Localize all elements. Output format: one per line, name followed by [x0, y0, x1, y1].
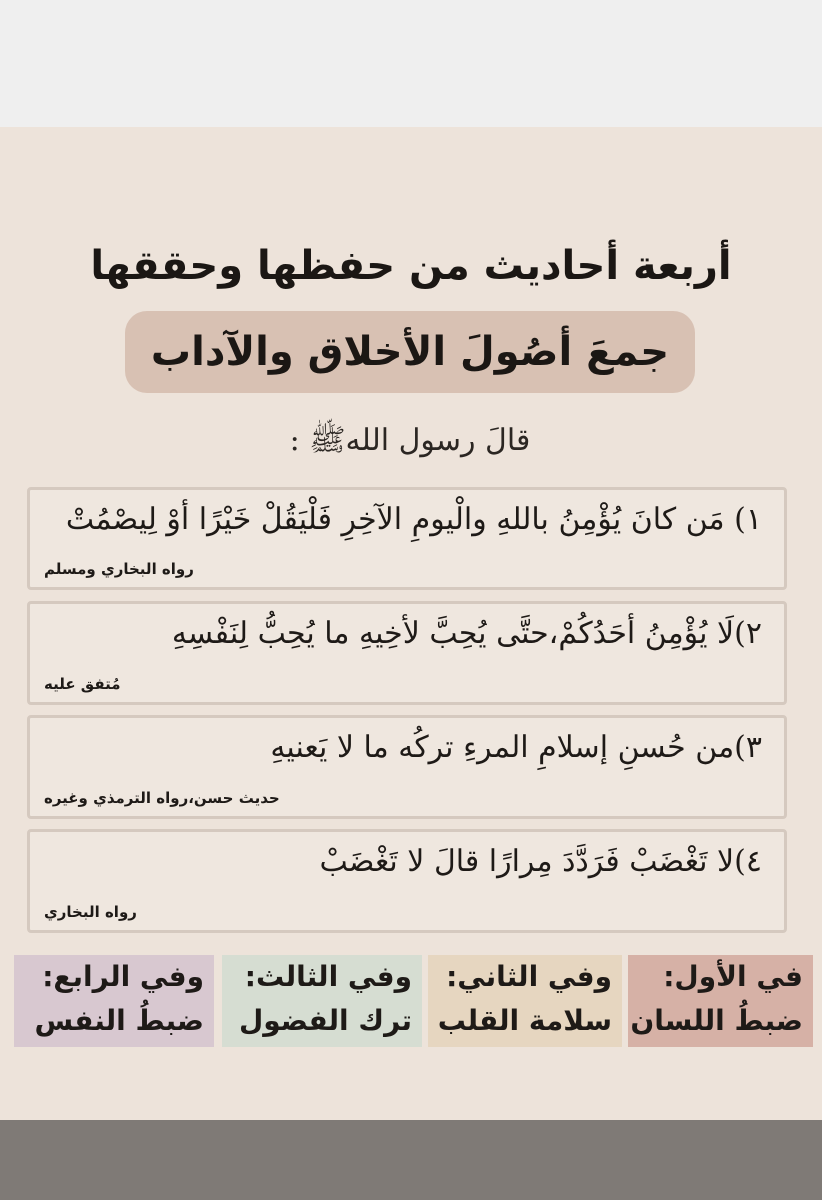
top-margin-band: [0, 0, 822, 127]
lesson-card-first: [628, 955, 813, 1047]
lesson-card-third: [222, 955, 422, 1047]
lesson-value: ضبطُ اللسان: [630, 1004, 803, 1037]
lesson-label: وفي الثاني:: [446, 960, 612, 993]
hadith-box-3: [27, 715, 787, 819]
hadith-text: ١) مَن كانَ يُؤْمِنُ باللهِ والْيومِ الآخِرِ فَلْيَقُلْ خَيْرًا أوْ لِيصْمُتْ: [65, 502, 762, 537]
hadith-box-2: [27, 601, 787, 705]
lesson-card-fourth: [14, 955, 214, 1047]
lesson-label: وفي الرابع:: [42, 960, 204, 993]
hadith-box-4: [27, 829, 787, 933]
page-title: أربعة أحاديث من حفظها وحققها: [90, 243, 732, 289]
lesson-value: سلامة القلب: [437, 1004, 612, 1037]
page-subtitle: جمعَ أصُولَ الأخلاق والآداب: [150, 329, 670, 375]
hadith-source: رواه البخاري ومسلم: [44, 560, 194, 578]
hadith-box-1: [27, 487, 787, 590]
intro-line: قالَ رسول اللهﷺ :: [289, 423, 531, 458]
bottom-margin-band: [0, 1120, 822, 1200]
hadith-text: ٢)لَا يُؤْمِنُ أحَدُكُمْ،حتَّى يُحِبَّ لأخِيهِ ما يُحِبُّ لِنَفْسِهِ: [171, 616, 762, 651]
lesson-value: ضبطُ النفس: [34, 1004, 204, 1037]
lesson-label: وفي الثالث:: [244, 960, 412, 993]
lesson-value: ترك الفضول: [238, 1004, 412, 1037]
hadith-source: مُتفق عليه: [44, 675, 121, 693]
hadith-source: رواه البخاري: [44, 903, 137, 921]
hadith-text: ٣)من حُسنِ إسلامِ المرءِ تركُه ما لا يَعنيهِ: [270, 730, 762, 765]
hadith-text: ٤)لا تَغْضَبْ فَرَدَّدَ مِرارًا قالَ لا تَغْضَبْ: [319, 844, 762, 879]
lesson-label: في الأول:: [663, 960, 803, 993]
hadith-source: حديث حسن،رواه الترمذي وغيره: [44, 789, 280, 807]
lesson-card-second: [428, 955, 622, 1047]
